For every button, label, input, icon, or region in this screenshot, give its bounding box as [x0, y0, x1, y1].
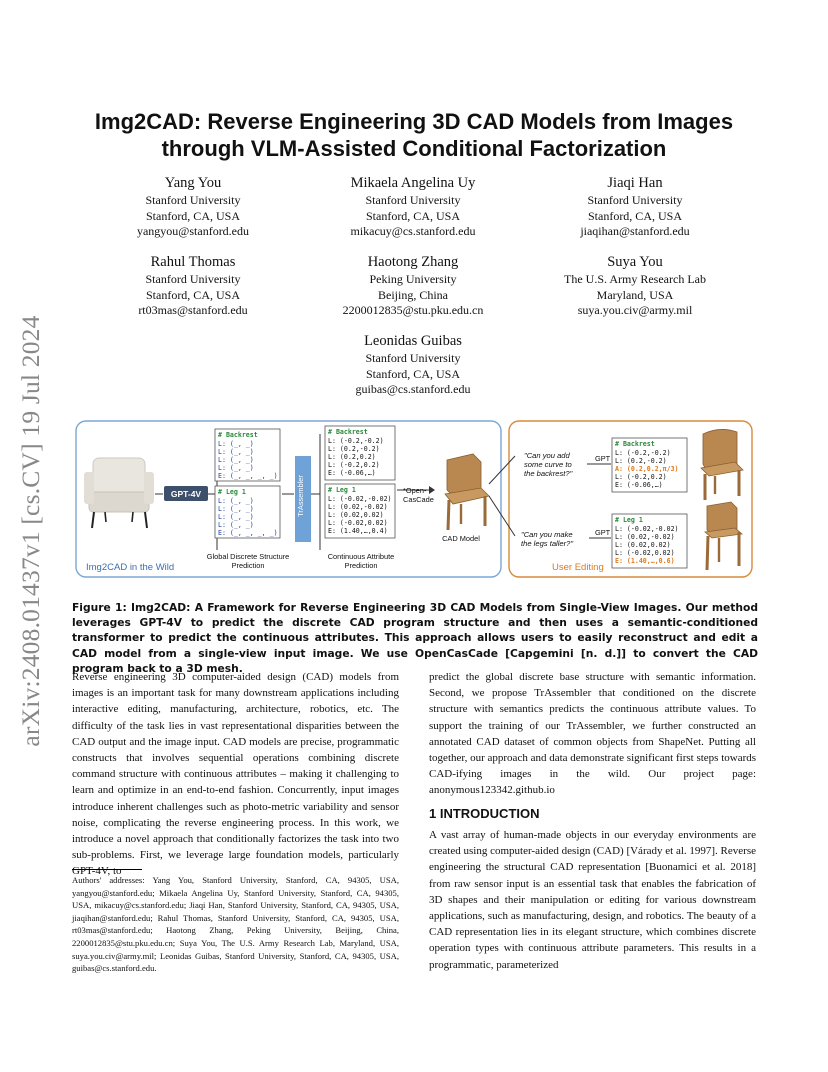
- author-name: Haotong Zhang: [367, 254, 459, 270]
- code-line: # Backrest: [218, 431, 258, 439]
- code-line: L: (-0.02,0.02): [615, 549, 675, 557]
- code-line: L: (0.02,-0.02): [328, 503, 388, 511]
- code-line: L: (0.2,-0.2): [328, 445, 380, 453]
- author-email: 2200012835@stu.pku.edu.cn: [342, 303, 484, 318]
- author-location: Maryland, USA: [596, 287, 674, 302]
- code-line: L: (_, _): [218, 448, 254, 456]
- author-name: Mikaela Angelina Uy: [350, 175, 476, 191]
- code-line: L: (-0.2,-0.2): [615, 449, 671, 457]
- author-card: [515, 253, 755, 319]
- code-line: L: (0.2,0.2): [328, 453, 376, 461]
- query-curve-1: "Can you add: [524, 451, 570, 460]
- abstract-right: [429, 669, 756, 799]
- code-line: L: (0.2,-0.2): [615, 457, 667, 465]
- query-curve-3: the backrest?": [524, 469, 573, 478]
- edited-chair-tall-legs: [705, 502, 742, 570]
- code-line: L: (-0.2,0.2): [615, 473, 667, 481]
- teaser-figure: [75, 420, 753, 596]
- trassembler-label: TrAssembler: [296, 475, 305, 517]
- wild-label: Img2CAD in the Wild: [86, 562, 175, 573]
- query-legs-1: "Can you make: [521, 530, 573, 539]
- code-line: # Backrest: [615, 440, 655, 448]
- intro-paragraph: A vast array of human-made objects in our everyday environments are created using computer-aided design (CAD) [Várady et al. 1997]. Reverse engineering the structural CAD representation [Buonamici et al. 2018] from raw sensor input is an essential task that enables the fabrication of 3D shapes and their manipulation or editing for various downstream applications, such as manufacturing, design, and robotics. The beauty of a CAD representation lies in its elegant structure, which combines discrete operation types with continuous attribute parameters. This results in a programmatic, parameterized: [429, 829, 756, 971]
- author-affiliation: Stanford University: [587, 193, 683, 207]
- abstract-paragraph: predict the global discrete base structure with semantic information. Second, we propose TrAssembler that conditioned on the discrete structure with semantics predicts the continuous attribute values. To support the training of our TrAssembler, we further constructed an annotated CAD dataset of common objects from ShapeNet. Putting all together, our approach and data demonstrate significant first steps towards CAD-ifying images in the wild. Our project page: anonymous123342.github.io: [429, 671, 757, 797]
- abstract-left: [72, 669, 399, 880]
- input-chair-photo: [84, 458, 154, 528]
- code-line: E: (_, _, _, _): [218, 529, 278, 537]
- author-location: Stanford, CA, USA: [365, 208, 460, 223]
- continuous-label-1: Continuous Attribute: [327, 552, 395, 561]
- gpt-label-bottom: GPT: [595, 528, 611, 537]
- author-card: [293, 332, 533, 398]
- figure-caption: Figure 1: Img2CAD: A Framework for Reverse Engineering 3D CAD Models from Single-View Images. Our method leverages GPT-4V to predict the discrete CAD program structure and then uses a semantic-conditioned transformer to predict the continuous attributes. This approach allows users to easily reconstruct and edit a CAD model from a single-view input image. We use OpenCasCade [Capgemini [n. d.]] to convert the CAD program back to a 3D mesh.: [72, 601, 758, 675]
- discrete-label-1: Global Discrete Structure: [206, 552, 290, 561]
- abstract-paragraph: Reverse engineering 3D computer-aided design (CAD) models from images is an important task for many downstream applications including interactive editing, manufacturing, architecture, robotics, etc. The difficulty of the task lies in vast representational disparities between the CAD output and the image input. CAD models are precise, programmatic constructs that involves sequential operations combining discrete command structure with continuous attributes – making it challenging to learn and optimize in an end-to-end fashion. Concurrently, input images introduce inherent challenges such as photo-metric variability and sensor noise, complicating the reverse engineering process. In this work, we introduce a novel approach that conditionally factorizes the task into two sub-problems. First, we leverage large foundation models, particularly GPT-4V, to: [72, 671, 399, 878]
- code-line-edited: A: (0.2,0.2,π/3): [615, 465, 679, 473]
- code-line: L: (0.02,-0.02): [615, 533, 675, 541]
- opencascade-label-1: *Open-: [403, 486, 427, 495]
- code-line: # Leg 1: [328, 486, 356, 494]
- code-line-edited: E: (1.40,…,0.6): [615, 557, 675, 565]
- code-line: E: (1.40,…,0.4): [328, 527, 388, 535]
- query-curve-2: some curve to: [524, 460, 572, 469]
- author-affiliation: Stanford University: [145, 272, 241, 286]
- code-line: L: (-0.2,0.2): [328, 461, 380, 469]
- editing-label: User Editing: [552, 562, 604, 573]
- code-line: # Backrest: [328, 428, 368, 436]
- author-location: Stanford, CA, USA: [145, 287, 240, 302]
- section-heading: 1 INTRODUCTION: [429, 806, 540, 821]
- code-line: L: (_, _): [218, 513, 254, 521]
- author-affiliation: Stanford University: [365, 351, 461, 365]
- code-line: L: (_, _): [218, 464, 254, 472]
- arxiv-stamp: [14, 296, 48, 766]
- author-location: Stanford, CA, USA: [365, 366, 460, 381]
- author-name: Jiaqi Han: [607, 175, 663, 191]
- teaser-figure-svg: [75, 420, 753, 596]
- code-line: L: (_, _): [218, 497, 254, 505]
- gpt4v-label: GPT-4V: [170, 489, 202, 499]
- author-location: Stanford, CA, USA: [587, 208, 682, 223]
- query-legs-2: the legs taller?": [521, 539, 574, 548]
- footnote-rule: [72, 869, 142, 870]
- opencascade-label-2: CasCade: [403, 495, 434, 504]
- author-card: [73, 253, 313, 319]
- code-line: E: (-0.06,…): [328, 469, 376, 477]
- author-email: suya.you.civ@army.mil: [577, 303, 693, 318]
- code-line: L: (0.02,0.02): [328, 511, 384, 519]
- code-line: L: (_, _): [218, 505, 254, 513]
- author-affiliation: Peking University: [369, 272, 457, 286]
- footnote: Authors' addresses: Yang You, Stanford University, Stanford, CA, 94305, USA, yangyou@stanford.edu; Mikaela Angelina Uy, Stanford University, Stanford, CA, 94305, USA, mikacuy@cs.stanford.edu; Jiaqi Han, Stanford University, Stanford, CA, 94305, USA, jiaqihan@stanford.edu; Rahul Thomas, Stanford University, Stanford, CA, 94305, USA, rt03mas@stanford.edu; Haotong Zhang, Peking University, Beijing, China, 2200012835@stu.pku.edu.cn; Suya You, The U.S. Army Research Lab, Maryland, USA, suya.you.civ@army.mil; Leonidas Guibas, Stanford University, Stanford, CA, 94305, USA, guibas@cs.stanford.edu.: [72, 875, 399, 974]
- code-line: E: (_, _, _, _): [218, 472, 278, 480]
- code-line: L: (-0.02,-0.02): [615, 525, 679, 533]
- author-affiliation: The U.S. Army Research Lab: [564, 272, 706, 286]
- author-card: [515, 174, 755, 240]
- author-name: Leonidas Guibas: [364, 333, 462, 349]
- author-name: Suya You: [607, 254, 663, 270]
- code-line: L: (_, _): [218, 440, 254, 448]
- code-line: E: (-0.06,…): [615, 481, 663, 489]
- code-line: L: (-0.02,-0.02): [328, 495, 392, 503]
- author-location: Beijing, China: [378, 287, 448, 302]
- continuous-label-2: Prediction: [344, 561, 378, 570]
- code-line: # Leg 1: [615, 516, 643, 524]
- author-card: [293, 253, 533, 319]
- author-card: [293, 174, 533, 240]
- author-email: rt03mas@stanford.edu: [138, 303, 248, 318]
- arxiv-stamp-text: arXiv:2408.01437v1 [cs.CV] 19 Jul 2024: [16, 315, 45, 747]
- discrete-label-2: Prediction: [231, 561, 265, 570]
- author-email: yangyou@stanford.edu: [136, 224, 250, 239]
- code-line: L: (-0.2,-0.2): [328, 437, 384, 445]
- edited-chair-curved: [701, 429, 743, 500]
- cad-model-label: CAD Model: [442, 534, 480, 543]
- cad-chair-model: [445, 454, 489, 530]
- code-line: # Leg 1: [218, 488, 246, 496]
- author-name: Rahul Thomas: [150, 254, 236, 270]
- author-email: mikacuy@cs.stanford.edu: [350, 224, 476, 239]
- code-line: L: (0.02,0.02): [615, 541, 671, 549]
- code-line: L: (-0.02,0.02): [328, 519, 388, 527]
- intro-text: [429, 827, 756, 973]
- author-location: Stanford, CA, USA: [145, 208, 240, 223]
- author-email: guibas@cs.stanford.edu: [355, 382, 471, 397]
- paper-title: Img2CAD: Reverse Engineering 3D CAD Models from Images through VLM-Assisted Conditional Factorization: [94, 109, 734, 161]
- gpt-label-top: GPT: [595, 454, 611, 463]
- author-name: Yang You: [164, 175, 222, 191]
- author-card: [73, 174, 313, 240]
- code-line: L: (_, _): [218, 521, 254, 529]
- author-affiliation: Stanford University: [365, 193, 461, 207]
- author-email: jiaqihan@stanford.edu: [580, 224, 690, 239]
- author-affiliation: Stanford University: [145, 193, 241, 207]
- code-line: L: (_, _): [218, 456, 254, 464]
